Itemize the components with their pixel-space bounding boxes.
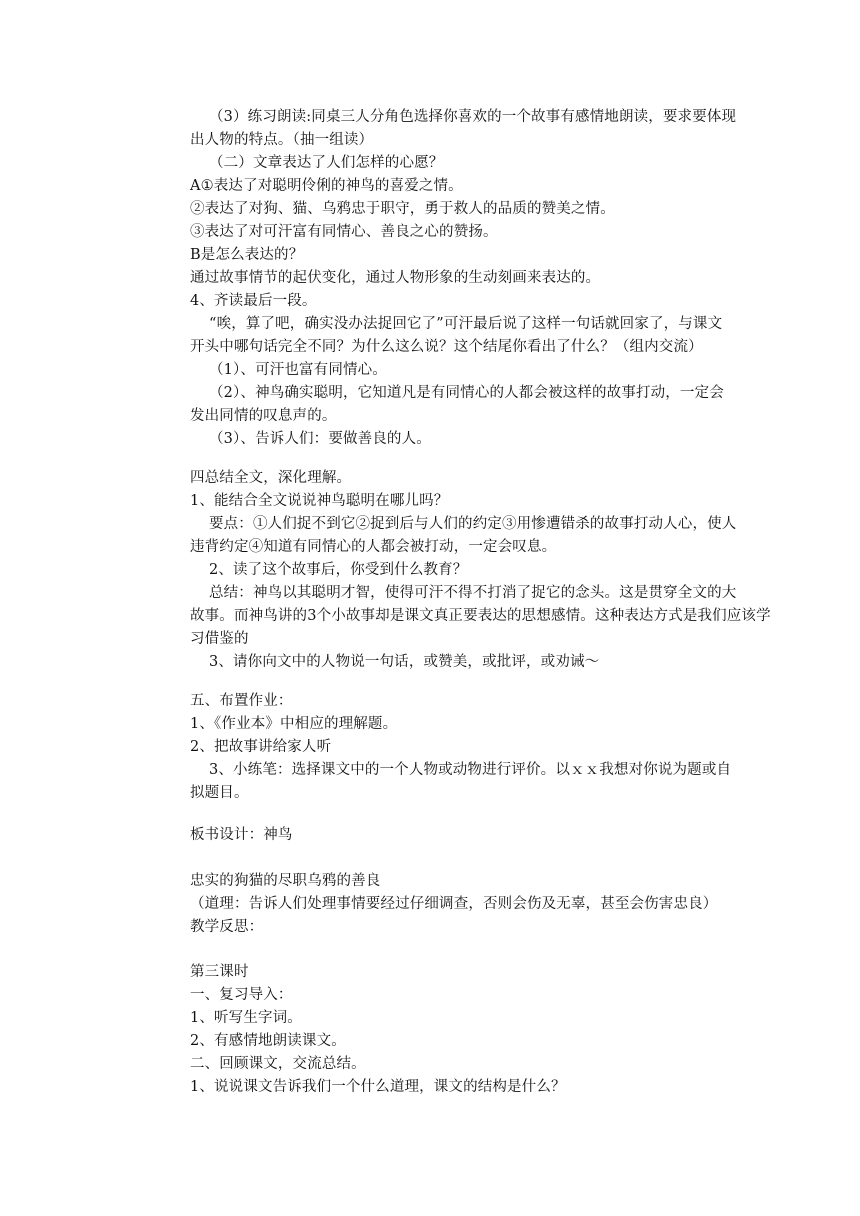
- text-line: 1、说说课文告诉我们一个什么道理，课文的结构是什么？: [190, 1079, 566, 1095]
- text-line: 开头中哪句话完全不同？为什么这么说？这个结尾你看出了什么？（组内交流）: [190, 339, 703, 355]
- text-line: 忠实的狗猫的尽职乌鸦的善良: [190, 873, 381, 889]
- text-line: （3）、告诉人们：要做善良的人。: [209, 431, 431, 447]
- text-line: 3、请你向文中的人物说一句话，或赞美，或批评，或劝诫～: [209, 654, 600, 670]
- text-line: （二）文章表达了人们怎样的心愿？: [209, 155, 444, 171]
- text-line: 教学反思：: [190, 919, 264, 935]
- text-line: 1、能结合全文说说神鸟聪明在哪儿吗？: [190, 493, 449, 509]
- text-line: ②表达了对狗、猫、乌鸦忠于职守，勇于救人的品质的赞美之情。: [190, 201, 615, 217]
- text-line: （道理：告诉人们处理事情要经过仔细调查，否则会伤及无辜，甚至会伤害忠良）: [190, 896, 718, 912]
- section-heading: 五、布置作业：: [190, 693, 293, 709]
- board-design-title: 板书设计：神鸟: [190, 827, 293, 843]
- text-line: 出人物的特点。（抽一组读）: [190, 132, 374, 148]
- text-line: 2、把故事讲给家人听: [190, 739, 332, 755]
- text-line: “唉，算了吧，确实没办法捉回它了”可汗最后说了这样一句话就回家了，与课文: [209, 316, 723, 332]
- section-heading: 四总结全文，深化理解。: [190, 470, 352, 486]
- text-line: 通过故事情节的起伏变化，通过人物形象的生动刻画来表达的。: [190, 270, 601, 286]
- text-line: 发出同情的叹息声的。: [190, 408, 337, 424]
- section-heading: 一、复习导入：: [190, 987, 293, 1003]
- text-line: （2）、神鸟确实聪明，它知道凡是有同情心的人都会被这样的故事打动，一定会: [209, 385, 724, 401]
- text-line: 拟题目。: [190, 785, 249, 801]
- text-line: 习借鉴的: [190, 631, 249, 647]
- section-heading: 二、回顾课文，交流总结。: [190, 1056, 366, 1072]
- text-line: ③表达了对可汗富有同情心、善良之心的赞扬。: [190, 224, 498, 240]
- text-line: 3、小练笔：选择课文中的一个人物或动物进行评价。以ｘｘ我想对你说为题或自: [209, 762, 732, 778]
- text-line: （3）练习朗读:同桌三人分角色选择你喜欢的一个故事有感情地朗读，要求要体现: [209, 109, 737, 125]
- text-line: 2、有感情地朗读课文。: [190, 1033, 346, 1049]
- text-line: 1、听写生字词。: [190, 1010, 302, 1026]
- text-line: A①表达了对聪明伶俐的神鸟的喜爱之情。: [190, 178, 463, 194]
- text-line: 2、读了这个故事后，你受到什么教育？: [209, 562, 468, 578]
- text-line: 4、齐读最后一段。: [190, 293, 317, 309]
- text-line: 总结：神鸟以其聪明才智，使得可汗不得不打消了捉它的念头。这是贯穿全文的大: [209, 585, 737, 601]
- text-line: 1、《作业本》中相应的理解题。: [190, 716, 398, 732]
- text-line: 违背约定④知道有同情心的人都会被打动，一定会叹息。: [190, 539, 557, 555]
- text-line: 故事。而神鸟讲的3个小故事却是课文真正要表达的思想感情。这种表达方式是我们应该学: [190, 608, 771, 624]
- text-line: （1）、可汗也富有同情心。: [209, 362, 387, 378]
- lesson-title: 第三课时: [190, 964, 249, 980]
- text-line: 要点：①人们捉不到它②捉到后与人们的约定③用惨遭错杀的故事打动人心，使人: [209, 516, 737, 532]
- text-line: B是怎么表达的？: [190, 247, 304, 263]
